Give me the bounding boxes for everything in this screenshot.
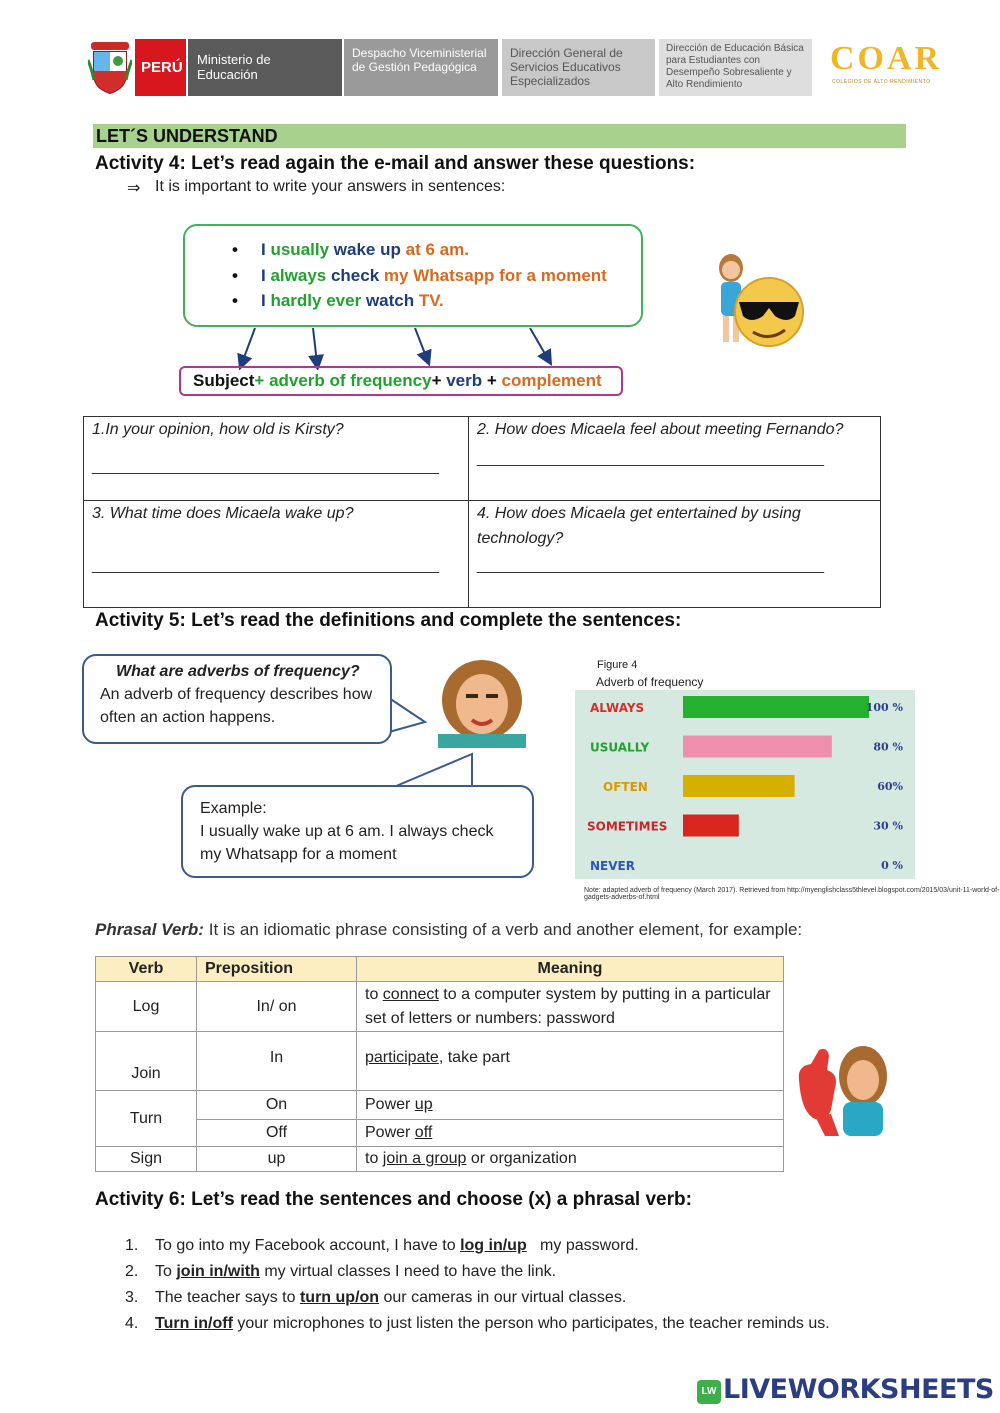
question-cell[interactable] <box>84 417 469 501</box>
coar-logo-sub: COLEGIOS DE ALTO RENDIMIENTO <box>832 79 931 85</box>
phrasal-choice[interactable]: log in/up <box>460 1237 527 1254</box>
phrasal-definition: It is an idiomatic phrase consisting of a verb and another element, for example: <box>208 920 803 939</box>
prep-cell: In/ on <box>197 982 357 1032</box>
phrasal-choice[interactable]: Turn in/off <box>155 1315 233 1332</box>
list-item: 3. The teacher says to turn up/on our cameras in our virtual classes. <box>125 1289 627 1306</box>
figure-caption: Adverb of frequency <box>596 675 704 689</box>
verb-cell: Turn <box>96 1091 197 1147</box>
header-preposition: Preposition <box>197 957 357 982</box>
phrasal-label: Phrasal Verb: <box>95 920 204 939</box>
example-bubble <box>181 785 534 878</box>
answer-line-4[interactable]: _______________________________________ <box>477 557 825 574</box>
prep-cell: On <box>197 1091 357 1120</box>
example-item: • I always check my Whatsapp for a moment <box>232 263 607 289</box>
meaning-cell: Power up <box>357 1091 784 1120</box>
prep-cell: up <box>197 1147 357 1172</box>
liveworksheets-brand[interactable]: LIVEWORKSHEETS <box>723 1374 994 1405</box>
example-item: • I hardly ever watch TV. <box>232 288 607 314</box>
list-item: 4. Turn in/off your microphones to just listen the person who participates, the teacher reminds us. <box>125 1315 830 1332</box>
phrasal-choice[interactable]: turn up/on <box>299 1289 380 1306</box>
question-1: 1.In your opinion, how old is Kirsty? <box>92 421 344 438</box>
coat-of-arms-icon <box>88 40 132 95</box>
definition-title: What are adverbs of frequency? <box>116 663 360 680</box>
activity4-title: Activity 4: Let’s read again the e-mail and answer these questions: <box>95 153 696 174</box>
table-row <box>96 1032 784 1091</box>
formula-arrows <box>225 325 565 370</box>
chart-category-label: OFTEN <box>603 780 648 794</box>
prep-cell: In <box>197 1032 357 1091</box>
instruction-arrow: ⇒ <box>127 180 141 197</box>
girl-avatar-illustration <box>432 658 532 748</box>
chart-bar <box>683 815 739 837</box>
header-office3: Dirección de Educación Básica para Estudiantes con Desempeño Sobresaliente y Alto Rendimiento <box>659 39 812 96</box>
verb-cell: Join <box>96 1032 197 1091</box>
chart-bar <box>683 696 869 718</box>
example-text: I usually wake up at 6 am. I always check my Whatsapp for a moment <box>200 823 494 863</box>
answer-line-3[interactable]: _______________________________________ <box>92 557 440 574</box>
table-row <box>96 1120 784 1147</box>
examples-list <box>232 237 607 314</box>
figure-label: Figure 4 <box>597 659 638 671</box>
figure-note: Note: adapted adverb of frequency (March 2017). Retrieved from http://myenglishclass5thlevel.blogspot.com/2015/03/unit-11-world-of-gadgets-adverbs-of.html <box>584 887 1000 901</box>
chart-value-label: 60% <box>877 780 903 793</box>
girl-foam-hand-illustration <box>795 1040 900 1140</box>
verb-cell: Log <box>96 982 197 1032</box>
chart-value-label: 100 % <box>865 701 903 714</box>
activity6-list <box>125 1233 830 1337</box>
meaning-cell: participate, take part <box>357 1032 784 1091</box>
list-item: 1. To go into my Facebook account, I have to log in/up my password. <box>125 1237 639 1254</box>
chart-value-label: 80 % <box>873 740 903 754</box>
section-title: LET´S UNDERSTAND <box>93 124 906 148</box>
question-cell[interactable] <box>84 501 469 608</box>
table-row <box>96 1147 784 1172</box>
questions-table <box>83 416 881 608</box>
answer-line-1[interactable]: _______________________________________ <box>92 458 440 475</box>
table-row <box>96 982 784 1032</box>
frequency-chart <box>575 690 915 879</box>
chart-value-label: 0 % <box>881 859 903 872</box>
list-item: 2. To join in/with my virtual classes I need to have the link. <box>125 1263 557 1280</box>
chart-category-label: SOMETIMES <box>587 819 668 834</box>
answer-line-2[interactable]: _______________________________________ <box>477 450 825 467</box>
phrasal-intro <box>95 920 802 940</box>
table-row <box>96 1091 784 1120</box>
arrow-icon <box>242 328 255 363</box>
arrow-icon <box>530 328 548 359</box>
chart-value-label: 30 % <box>873 819 903 833</box>
question-4: 4. How does Micaela get entertained by using technology? <box>477 505 801 547</box>
question-2: 2. How does Micaela feel about meeting Fernando? <box>477 421 844 438</box>
girl-emoji-illustration <box>707 250 807 350</box>
chart-bar <box>683 736 832 758</box>
question-cell[interactable] <box>469 417 881 501</box>
header-meaning: Meaning <box>357 957 784 982</box>
liveworksheets-badge: LW <box>697 1380 721 1404</box>
activity6-title: Activity 6: Let’s read the sentences and choose (x) a phrasal verb: <box>95 1189 692 1210</box>
header-office1: Despacho Viceministerial de Gestión Pedagógica <box>344 39 498 96</box>
activity4-instruction: It is important to write your answers in sentences: <box>155 178 506 195</box>
prep-cell: Off <box>197 1120 357 1147</box>
grammar-formula: Subject+ adverb of frequency+ verb + complement <box>179 366 623 396</box>
meaning-cell: to connect to a computer system by putting in a particular set of letters or numbers: password <box>357 982 784 1032</box>
definition-bubble <box>82 654 392 744</box>
chart-category-label: ALWAYS <box>590 701 645 715</box>
arrow-icon <box>313 328 317 363</box>
verb-cell: Sign <box>96 1147 197 1172</box>
definition-text: An adverb of frequency describes how often an action happens. <box>100 686 373 726</box>
example-label: Example: <box>200 800 267 817</box>
arrow-icon <box>415 328 427 359</box>
chart-category-label: NEVER <box>590 859 635 873</box>
header-verb: Verb <box>96 957 197 982</box>
chart-category-label: USUALLY <box>590 740 650 755</box>
header-office2: Dirección General de Servicios Educativos Especializados <box>502 39 655 96</box>
meaning-cell: Power off <box>357 1120 784 1147</box>
question-cell[interactable] <box>469 501 881 608</box>
question-3: 3. What time does Micaela wake up? <box>92 505 354 522</box>
header-ministry: Ministerio de Educación <box>188 39 342 96</box>
table-header-row <box>96 957 784 982</box>
meaning-cell: to join a group or organization <box>357 1147 784 1172</box>
activity5-title: Activity 5: Let’s read the definitions and complete the sentences: <box>95 610 682 631</box>
coar-logo: COAR <box>830 40 943 77</box>
chart-bar <box>683 775 795 797</box>
phrasal-verbs-table <box>95 956 784 1172</box>
header-country: PERÚ <box>135 39 186 96</box>
phrasal-choice[interactable]: join in/with <box>176 1263 260 1280</box>
example-item: • I usually wake up at 6 am. <box>232 237 607 263</box>
